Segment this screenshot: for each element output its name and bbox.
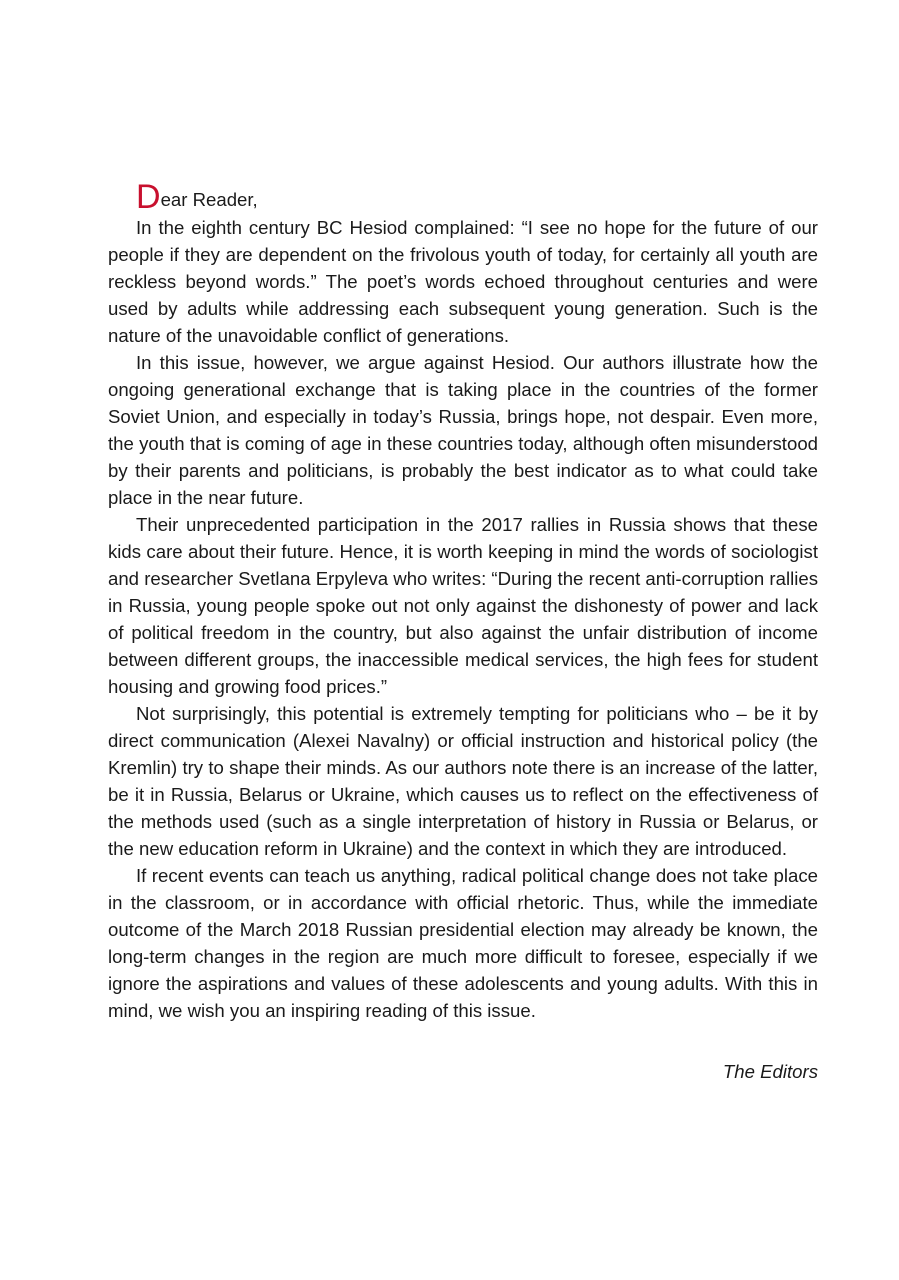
editorial-letter <box>108 176 818 1085</box>
paragraph-3: Their unprecedented participation in the 2017 rallies in Russia shows that these kids care about their future. Hence, it is worth keeping in mind the words of sociologist and researcher Svetlana Erpyleva who writes: “During the recent anti-corruption rallies in Russia, young people spoke out not only against the dishonesty of power and lack of political freedom in the country, but also against the unfair distribution of income between different groups, the inaccessible medical services, the high fees for student housing and growing food prices.” <box>108 514 818 697</box>
paragraph-1: In the eighth century BC Hesiod complained: “I see no hope for the future of our people if they are dependent on the frivolous youth of today, for certainly all youth are reckless beyond words.” The poet’s words echoed throughout centuries and were used by adults while addressing each subsequent young generation. Such is the nature of the unavoidable conflict of generations. <box>108 217 818 346</box>
paragraph-2: In this issue, however, we argue against Hesiod. Our authors illustrate how the ongoing generational exchange that is taking place in the countries of the former Soviet Union, and especially in today’s Russia, brings hope, not despair. Even more, the youth that is coming of age in these countries today, although often misunderstood by their parents and politicians, is probably the best indicator as to what could take place in the near future. <box>108 352 818 508</box>
salutation <box>108 176 818 214</box>
paragraph-5: If recent events can teach us anything, radical political change does not take place in the classroom, or in accordance with official rhetoric. Thus, while the immediate outcome of the March 2018 Russian presidential election may already be known, the long-term changes in the region are much more difficult to foresee, especially if we ignore the aspirations and values of these adolescents and young adults. With this in mind, we wish you an inspiring reading of this issue. <box>108 865 818 1021</box>
salutation-text: ear Reader, <box>160 189 258 210</box>
signature: The Editors <box>722 1061 818 1082</box>
salutation-initial: D <box>136 178 161 216</box>
paragraph-4: Not surprisingly, this potential is extremely tempting for politicians who – be it by direct communication (Alexei Navalny) or official instruction and historical policy (the Kremlin) try to shape their minds. As our authors note there is an increase of the latter, be it in Russia, Belarus or Ukraine, which causes us to reflect on the effectiveness of the methods used (such as a single interpretation of history in Russia or Belarus, or the new education reform in Ukraine) and the context in which they are introduced. <box>108 703 818 859</box>
